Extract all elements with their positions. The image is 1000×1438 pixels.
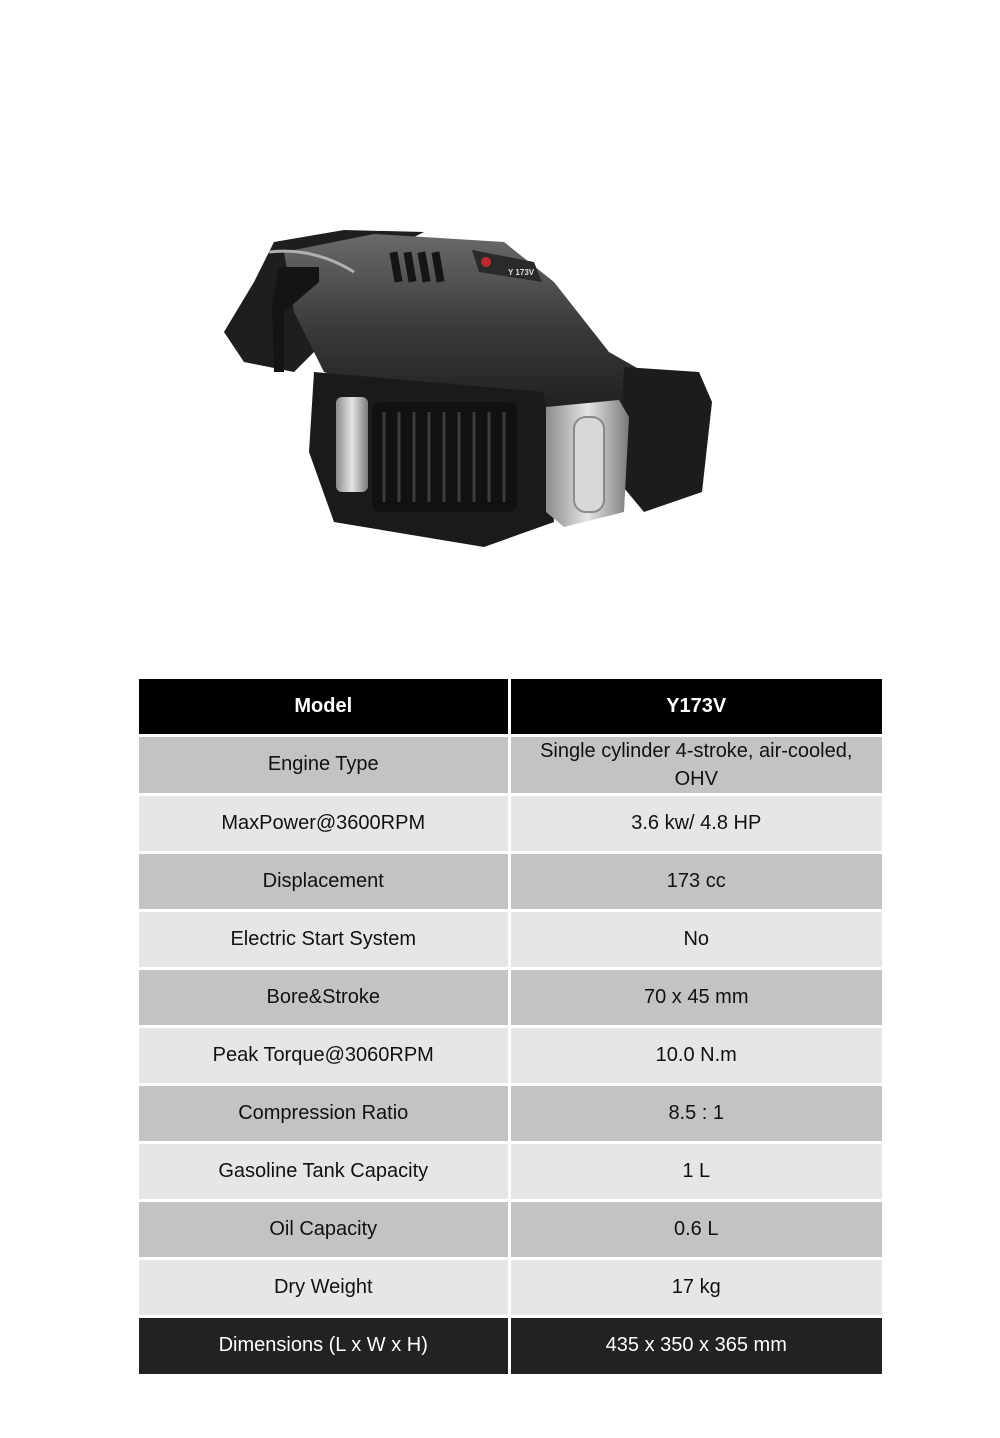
table-row bbox=[139, 1026, 882, 1084]
table-row bbox=[139, 968, 882, 1026]
spec-table bbox=[139, 679, 882, 1374]
spec-value: 3.6 kw/ 4.8 HP bbox=[509, 794, 882, 852]
spec-value: 435 x 350 x 365 mm bbox=[509, 1316, 882, 1374]
spec-value: 70 x 45 mm bbox=[509, 968, 882, 1026]
spec-label: Compression Ratio bbox=[139, 1084, 509, 1142]
spec-label: Dry Weight bbox=[139, 1258, 509, 1316]
svg-text:Y 173V: Y 173V bbox=[508, 268, 535, 277]
spec-value: 10.0 N.m bbox=[509, 1026, 882, 1084]
spec-value: 8.5 : 1 bbox=[509, 1084, 882, 1142]
table-row bbox=[139, 735, 882, 794]
table-row bbox=[139, 1142, 882, 1200]
table-row bbox=[139, 852, 882, 910]
header-value-cell: Y173V bbox=[509, 679, 882, 735]
spec-label: MaxPower@3600RPM bbox=[139, 794, 509, 852]
spec-label: Electric Start System bbox=[139, 910, 509, 968]
engine-product-image bbox=[224, 222, 718, 552]
spec-value: 17 kg bbox=[509, 1258, 882, 1316]
header-label-cell: Model bbox=[139, 679, 509, 735]
spec-value: 0.6 L bbox=[509, 1200, 882, 1258]
table-row bbox=[139, 1316, 882, 1374]
spec-value: Single cylinder 4-stroke, air-cooled, OHV bbox=[509, 735, 882, 794]
table-row bbox=[139, 910, 882, 968]
spec-value: 173 cc bbox=[509, 852, 882, 910]
spec-value: No bbox=[509, 910, 882, 968]
table-row bbox=[139, 1084, 882, 1142]
table-row bbox=[139, 1200, 882, 1258]
spec-label: Gasoline Tank Capacity bbox=[139, 1142, 509, 1200]
table-row bbox=[139, 1258, 882, 1316]
spec-label: Dimensions (L x W x H) bbox=[139, 1316, 509, 1374]
spec-label: Engine Type bbox=[139, 735, 509, 794]
spec-label: Bore&Stroke bbox=[139, 968, 509, 1026]
table-row bbox=[139, 794, 882, 852]
spec-label: Peak Torque@3060RPM bbox=[139, 1026, 509, 1084]
spec-value: 1 L bbox=[509, 1142, 882, 1200]
table-header-row bbox=[139, 679, 882, 735]
spec-label: Oil Capacity bbox=[139, 1200, 509, 1258]
spec-label: Displacement bbox=[139, 852, 509, 910]
